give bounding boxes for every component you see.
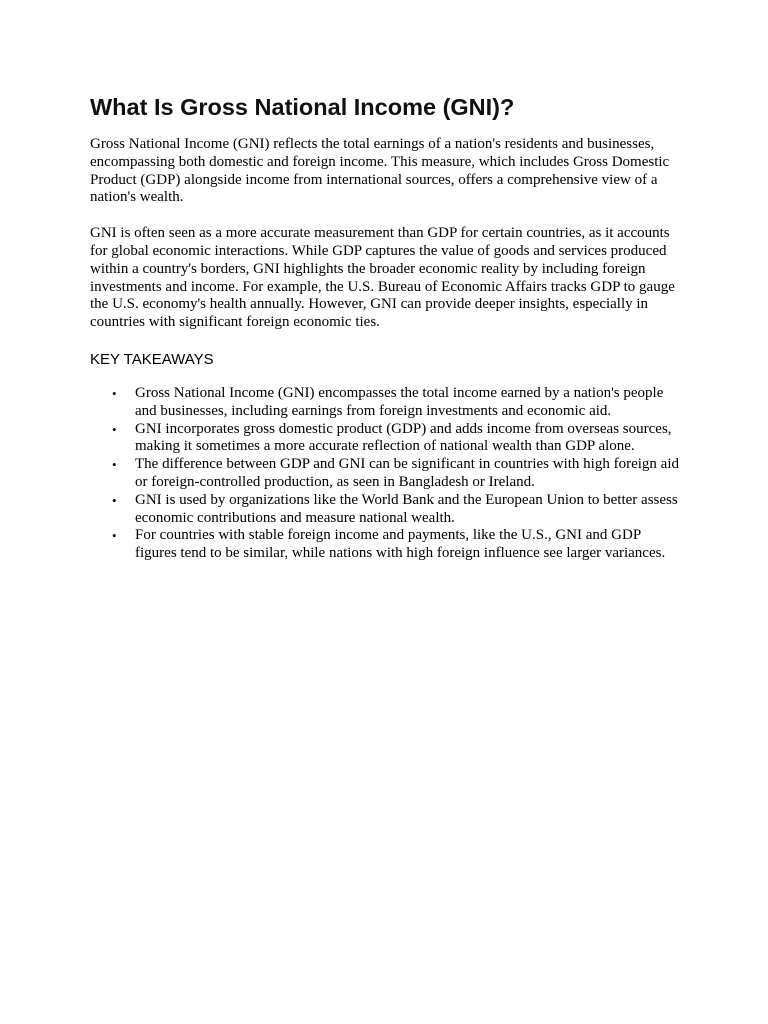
page-title: What Is Gross National Income (GNI)? bbox=[90, 94, 515, 120]
list-item-text: GNI is used by organizations like the World Bank and the European Union to better assess economic contributions and measure national wealth. bbox=[135, 491, 678, 526]
list-item bbox=[112, 420, 680, 457]
bullet-icon: • bbox=[112, 528, 117, 544]
list-item bbox=[112, 384, 680, 421]
bullet-icon: • bbox=[112, 385, 117, 401]
bullet-icon: • bbox=[112, 492, 117, 508]
bullet-icon: • bbox=[112, 421, 117, 437]
list-item-text: The difference between GDP and GNI can be significant in countries with high foreign aid or foreign-controlled production, as seen in Bangladesh or Ireland. bbox=[135, 456, 679, 490]
document-page bbox=[90, 90, 680, 563]
key-takeaways-heading: KEY TAKEAWAYS bbox=[90, 350, 214, 368]
list-item-text: For countries with stable foreign income and payments, like the U.S., GNI and GDP figures tend to be similar, while nations with high foreign influence see larger variances. bbox=[135, 527, 666, 562]
list-item-text: Gross National Income (GNI) encompasses the total income earned by a nation's people and businesses, including earnings from foreign investments and economic aid. bbox=[135, 384, 664, 419]
bullet-icon: • bbox=[112, 457, 117, 473]
key-takeaways-list bbox=[90, 385, 680, 563]
intro-paragraph: Gross National Income (GNI) reflects the total earnings of a nation's residents and businesses, encompassing both domestic and foreign income. This measure, which includes Gross Domestic Product (GDP) alongside income from international sources, offers a comprehensive view of a nation's wealth. bbox=[90, 136, 670, 206]
list-item bbox=[112, 491, 680, 528]
list-item-text: GNI incorporates gross domestic product (GDP) and adds income from overseas sources, making it sometimes a more accurate reflection of national wealth than GDP alone. bbox=[135, 420, 672, 455]
list-item bbox=[112, 456, 680, 492]
body-paragraph: GNI is often seen as a more accurate measurement than GDP for certain countries, as it accounts for global economic interactions. While GDP captures the value of goods and services produced within a country's borders, GNI highlights the broader economic reality by including foreign investments and income. For example, the U.S. Bureau of Economic Affairs tracks GDP to gauge the U.S. economy's health annually. However, GNI can provide deeper insights, especially in countries with significant foreign economic ties. bbox=[90, 225, 675, 331]
list-item bbox=[112, 527, 680, 563]
